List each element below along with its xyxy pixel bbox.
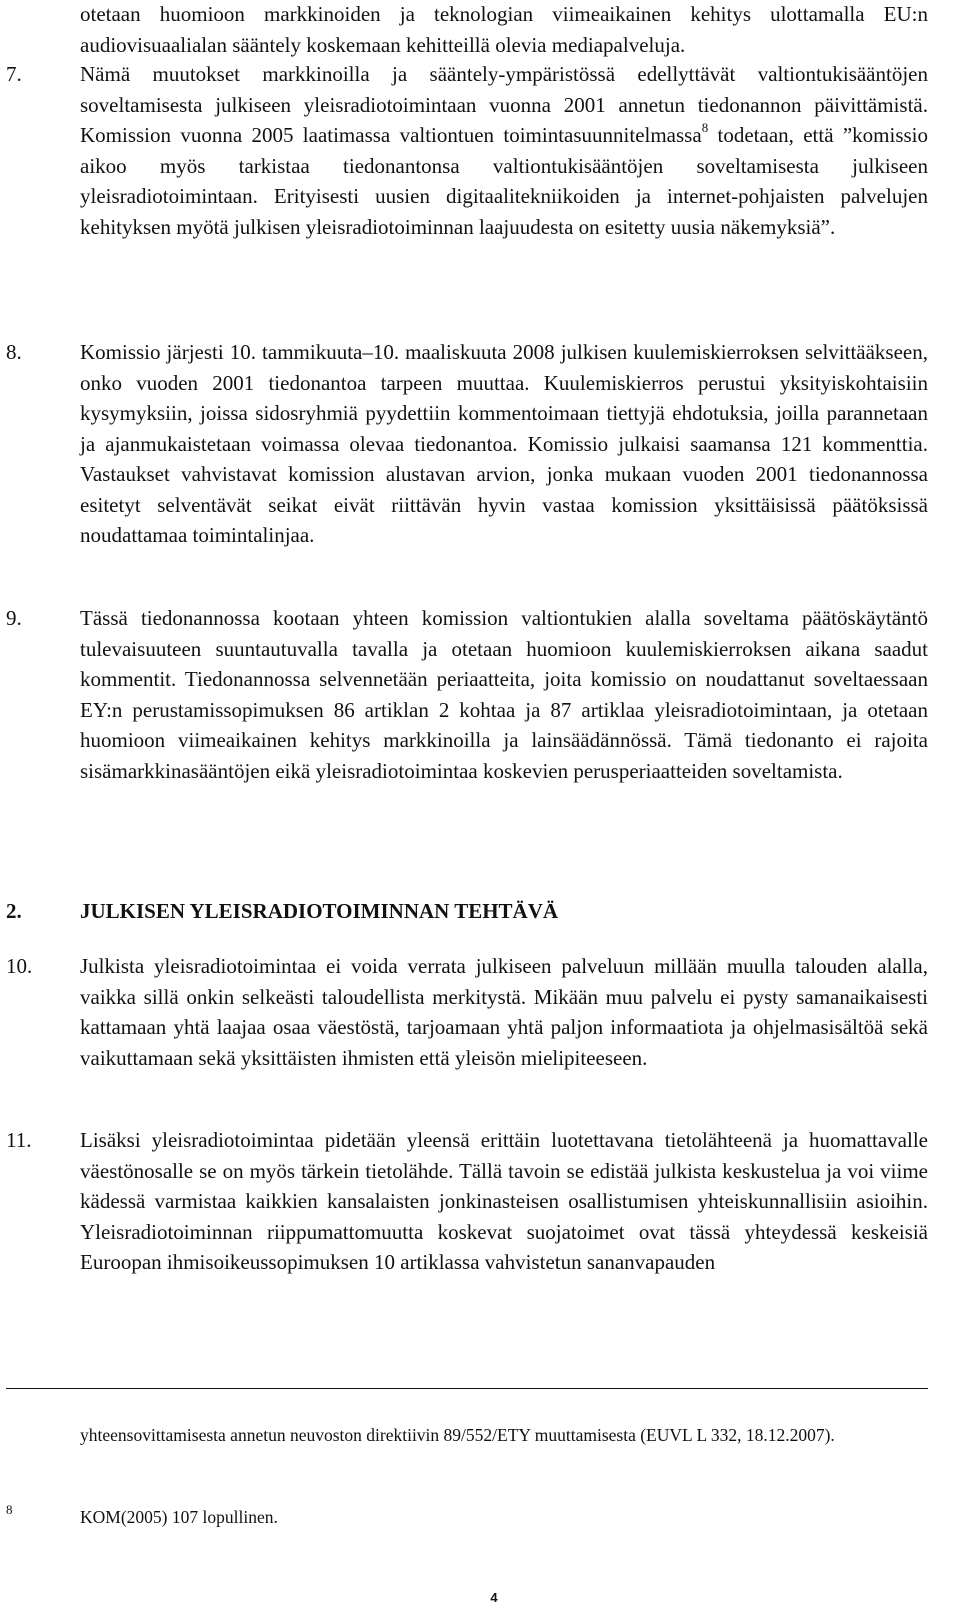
footnote-continuation: yhteensovittamisesta annetun neuvoston direktiivin 89/552/ETY muuttamisesta (EUVL L 332, 18.12.2007). <box>80 1425 835 1445</box>
paragraph-number-9: 9. <box>6 606 22 630</box>
footnote-8-text: KOM(2005) 107 lopullinen. <box>80 1507 278 1527</box>
paragraph-number-7: 7. <box>6 62 22 86</box>
paragraph-7 <box>80 59 928 242</box>
page-number: 4 <box>490 1590 498 1605</box>
paragraph-number-11: 11. <box>6 1128 32 1152</box>
section-number: 2. <box>6 899 22 923</box>
paragraph-number-8: 8. <box>6 340 22 364</box>
section-title: JULKISEN YLEISRADIOTOIMINNAN TEHTÄVÄ <box>80 899 559 923</box>
paragraph-number-10: 10. <box>6 954 33 978</box>
paragraph-6-continuation: otetaan huomioon markkinoiden ja teknologian viimeaikainen kehitys ulottamalla EU:n audiovisuaalialan sääntely koskemaan kehitteillä olevia mediapalveluja. <box>80 2 928 57</box>
footnote-separator <box>6 1388 928 1389</box>
paragraph-9: Tässä tiedonannossa kootaan yhteen komission valtiontukien alalla soveltama päätöskäytäntö tulevaisuuteen suuntautuvalla tavalla ja otetaan huomioon kuulemiskierroksen aikana saadut kommentit. Tiedonannossa selvennetään periaatteita, joita komissio on noudattanut soveltaessaan EY:n perustamissopimuksen 86 artiklan 2 kohtaa ja 87 artiklaa yleisradiotoimintaan, ja otetaan huomioon viimeaikainen kehitys markkinoilla ja lainsäädännössä. Tämä tiedonanto ei rajoita sisämarkkinasääntöjen eikä yleisradiotoimintaa koskevien perusperiaatteiden soveltamista. <box>80 606 928 783</box>
section-heading <box>6 896 928 926</box>
paragraph-7-text-a: Nämä muutokset markkinoilla ja sääntely-ympäristössä edellyttävät valtiontukisääntöjen soveltamisesta julkiseen yleisradiotoimintaan vuonna 2001 annetun tiedonannon päivittämistä. Komission vuonna 2005 laatimassa valtiontuen toimintasuunnitelmassa <box>80 62 928 147</box>
footnote-8-mark: 8 <box>6 1502 13 1517</box>
paragraph-7-text-b: todetaan, että ”komissio aikoo myös tarkistaa tiedonantonsa valtiontukisääntöjen soveltamisesta julkiseen yleisradiotoimintaan. Erityisesti uusien digitaalitekniikoiden ja internet-pohjaisten palvelujen kehityksen myötä julkisen yleisradiotoiminnan laajuudesta on esitetty uusia näkemyksiä”. <box>80 123 928 239</box>
paragraph-10: Julkista yleisradiotoimintaa ei voida verrata julkiseen palveluun millään muulla talouden alalla, vaikka sillä onkin selkeästi taloudellista merkitystä. Mikään muu palvelu ei pysty samanaikaisesti kattamaan yhtä laajaa osaa väestöstä, tarjoamaan yhtä paljon informaatiota ja ohjelmasisältöä sekä vaikuttamaan sekä yksittäisten ihmisten että yleisön mielipiteeseen. <box>80 954 928 1070</box>
paragraph-8: Komissio järjesti 10. tammikuuta–10. maaliskuuta 2008 julkisen kuulemiskierroksen selvittääkseen, onko vuoden 2001 tiedonantoa tarpeen muuttaa. Kuulemiskierros perustui yksityiskohtaisiin kysymyksiin, joissa sidosryhmiä pyydettiin kommentoimaan tiettyjä ehdotuksia, joilla parannetaan ja ajanmukaistetaan voimassa olevaa tiedonantoa. Komissio julkaisi saamansa 121 kommenttia. Vastaukset vahvistavat komission alustavan arvion, jonka mukaan vuoden 2001 tiedonannossa esitetyt selventävät seikat eivät riittävän hyvin vastaa komission yksittäisissä päätöksissä noudattamaa toimintalinjaa. <box>80 340 928 547</box>
paragraph-11: Lisäksi yleisradiotoimintaa pidetään yleensä erittäin luotettavana tietolähteenä ja huomattavalle väestönosalle se on myös tärkein tietolähde. Tällä tavoin se edistää julkista keskustelua ja voi viime kädessä varmistaa kaikkien kansalaisten jonkinasteisen osallistumisen yhteiskunnallisiin asioihin. Yleisradiotoiminnan riippumattomuutta koskevat suojatoimet ovat tässä yhteydessä keskeisiä Euroopan ihmisoikeussopimuksen 10 artiklassa vahvistetun sananvapauden <box>80 1128 928 1274</box>
footnote-ref-8: 8 <box>701 120 709 135</box>
